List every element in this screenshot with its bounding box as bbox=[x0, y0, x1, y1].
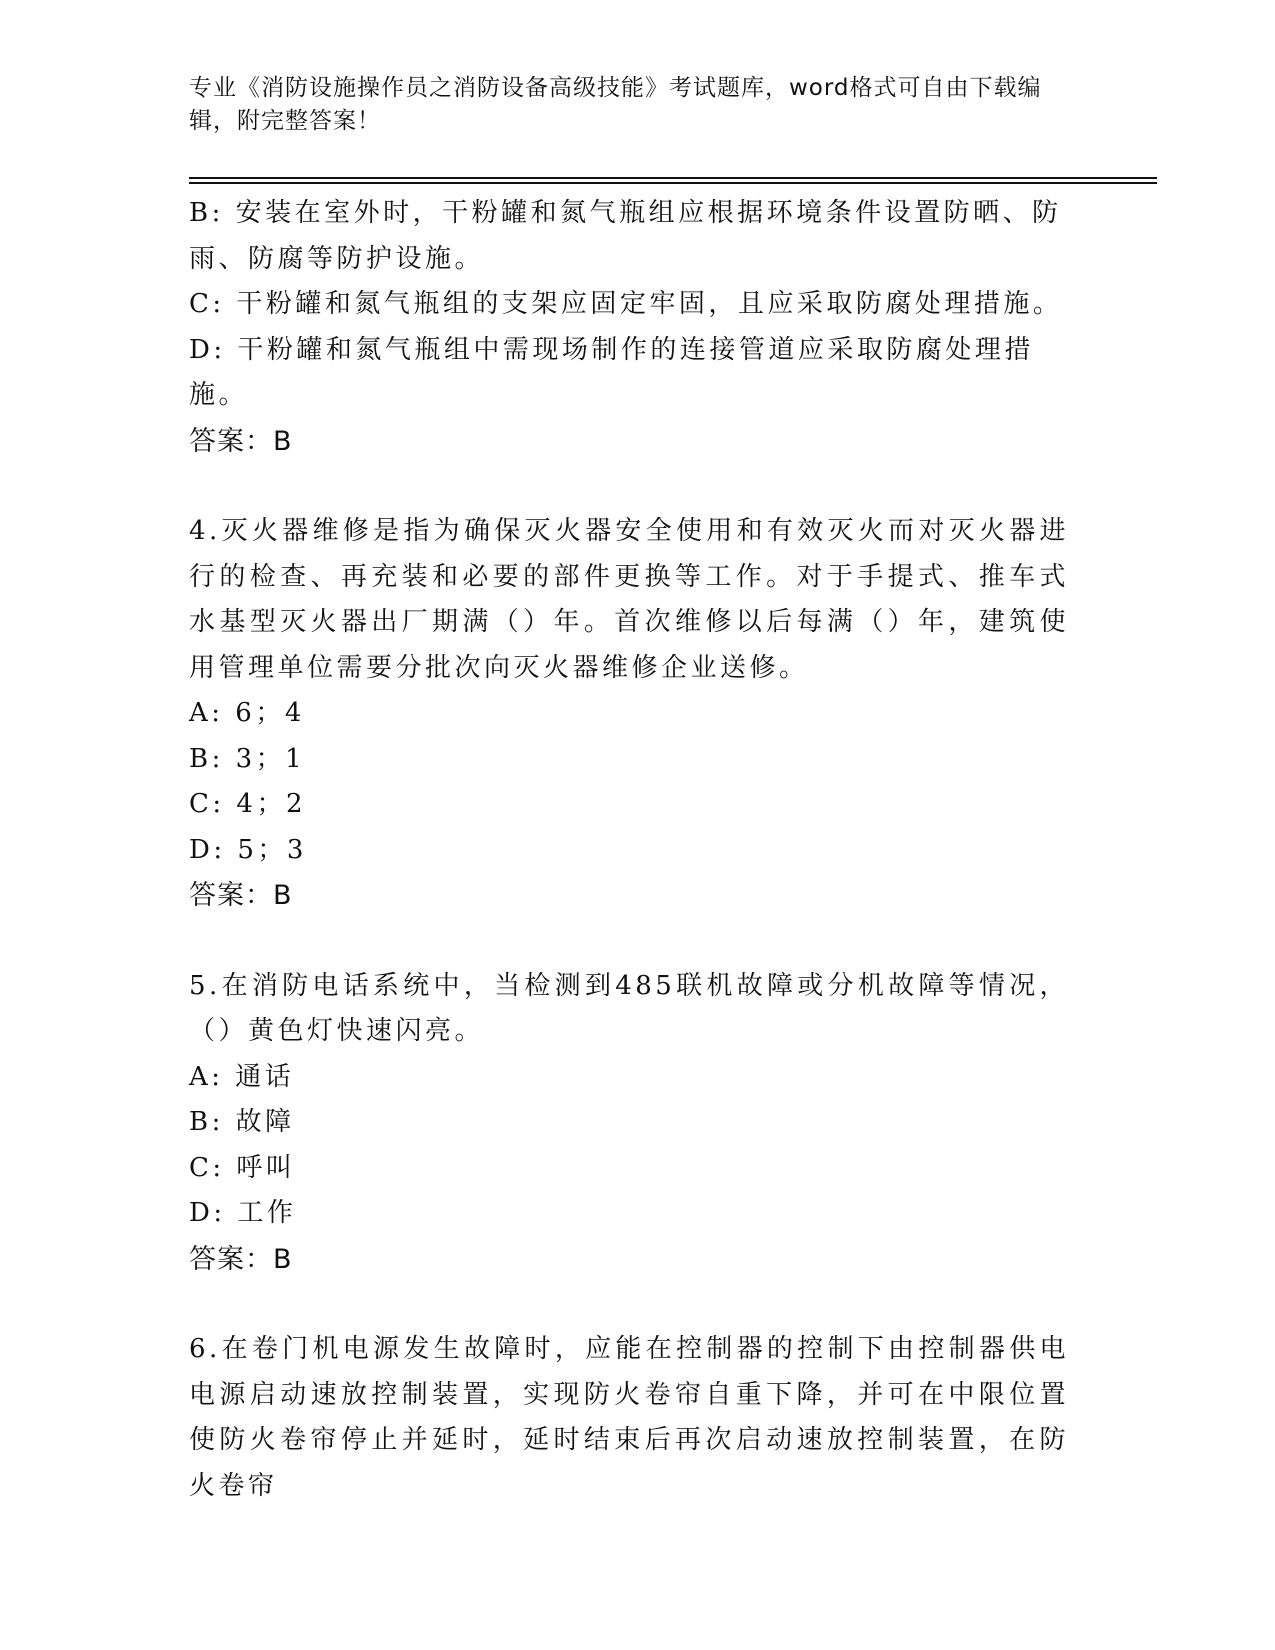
question-text: 5.在消防电话系统中，当检测到485联机故障或分机故障等情况，（）黄色灯快速闪亮。 bbox=[189, 970, 1069, 1046]
option-b: B: 故障 bbox=[189, 1107, 295, 1137]
option-a: A: 通话 bbox=[189, 1061, 295, 1092]
header-divider-bottom bbox=[189, 182, 1157, 184]
option-b: B: 3；1 bbox=[189, 743, 306, 774]
option-d: D: 干粉罐和氮气瓶组中需现场制作的连接管道应采取防腐处理措施。 bbox=[189, 334, 1034, 410]
question-content bbox=[189, 191, 1069, 1509]
question-3-tail bbox=[189, 191, 1069, 464]
header-divider-top bbox=[189, 177, 1157, 179]
option-c: C: 干粉罐和氮气瓶组的支架应固定牢固，且应采取防腐处理措施。 bbox=[189, 289, 1063, 319]
question-4 bbox=[189, 509, 1069, 919]
option-d: D: 5；3 bbox=[189, 834, 307, 865]
answer-line: 答案：B bbox=[189, 880, 293, 911]
answer-line: 答案：B bbox=[189, 425, 293, 457]
question-6 bbox=[189, 1327, 1069, 1509]
spacer bbox=[189, 464, 1069, 509]
option-b: B: 安装在室外时，干粉罐和氮气瓶组应根据环境条件设置防晒、防雨、防腐等防护设施。 bbox=[189, 198, 1062, 274]
option-a: A: 6；4 bbox=[189, 698, 305, 728]
option-c: C: 4；2 bbox=[189, 789, 307, 819]
option-d: D: 工作 bbox=[189, 1198, 297, 1228]
question-text: 4.灭火器维修是指为确保灭火器安全使用和有效灭火而对灭火器进行的检查、再充装和必要的部件更换等工作。对于手提式、推车式水基型灭火器出厂期满（）年。首次维修以后每满（）年，建筑使用管理单位需要分批次向灭火器维修企业送修。 bbox=[189, 516, 1069, 683]
question-5 bbox=[189, 964, 1069, 1283]
option-c: C: 呼叫 bbox=[189, 1152, 296, 1183]
spacer bbox=[189, 1282, 1069, 1327]
question-text: 6.在卷门机电源发生故障时，应能在控制器的控制下由控制器供电电源启动速放控制装置，实现防火卷帘自重下降，并可在中限位置使防火卷帘停止并延时，延时结束后再次启动速放控制装置，在防火卷帘 bbox=[189, 1334, 1069, 1501]
answer-line: 答案：B bbox=[189, 1243, 293, 1275]
page-header: 专业《消防设施操作员之消防设备高级技能》考试题库，word格式可自由下载编辑，附完整答案！ bbox=[189, 75, 1042, 134]
spacer bbox=[189, 919, 1069, 964]
